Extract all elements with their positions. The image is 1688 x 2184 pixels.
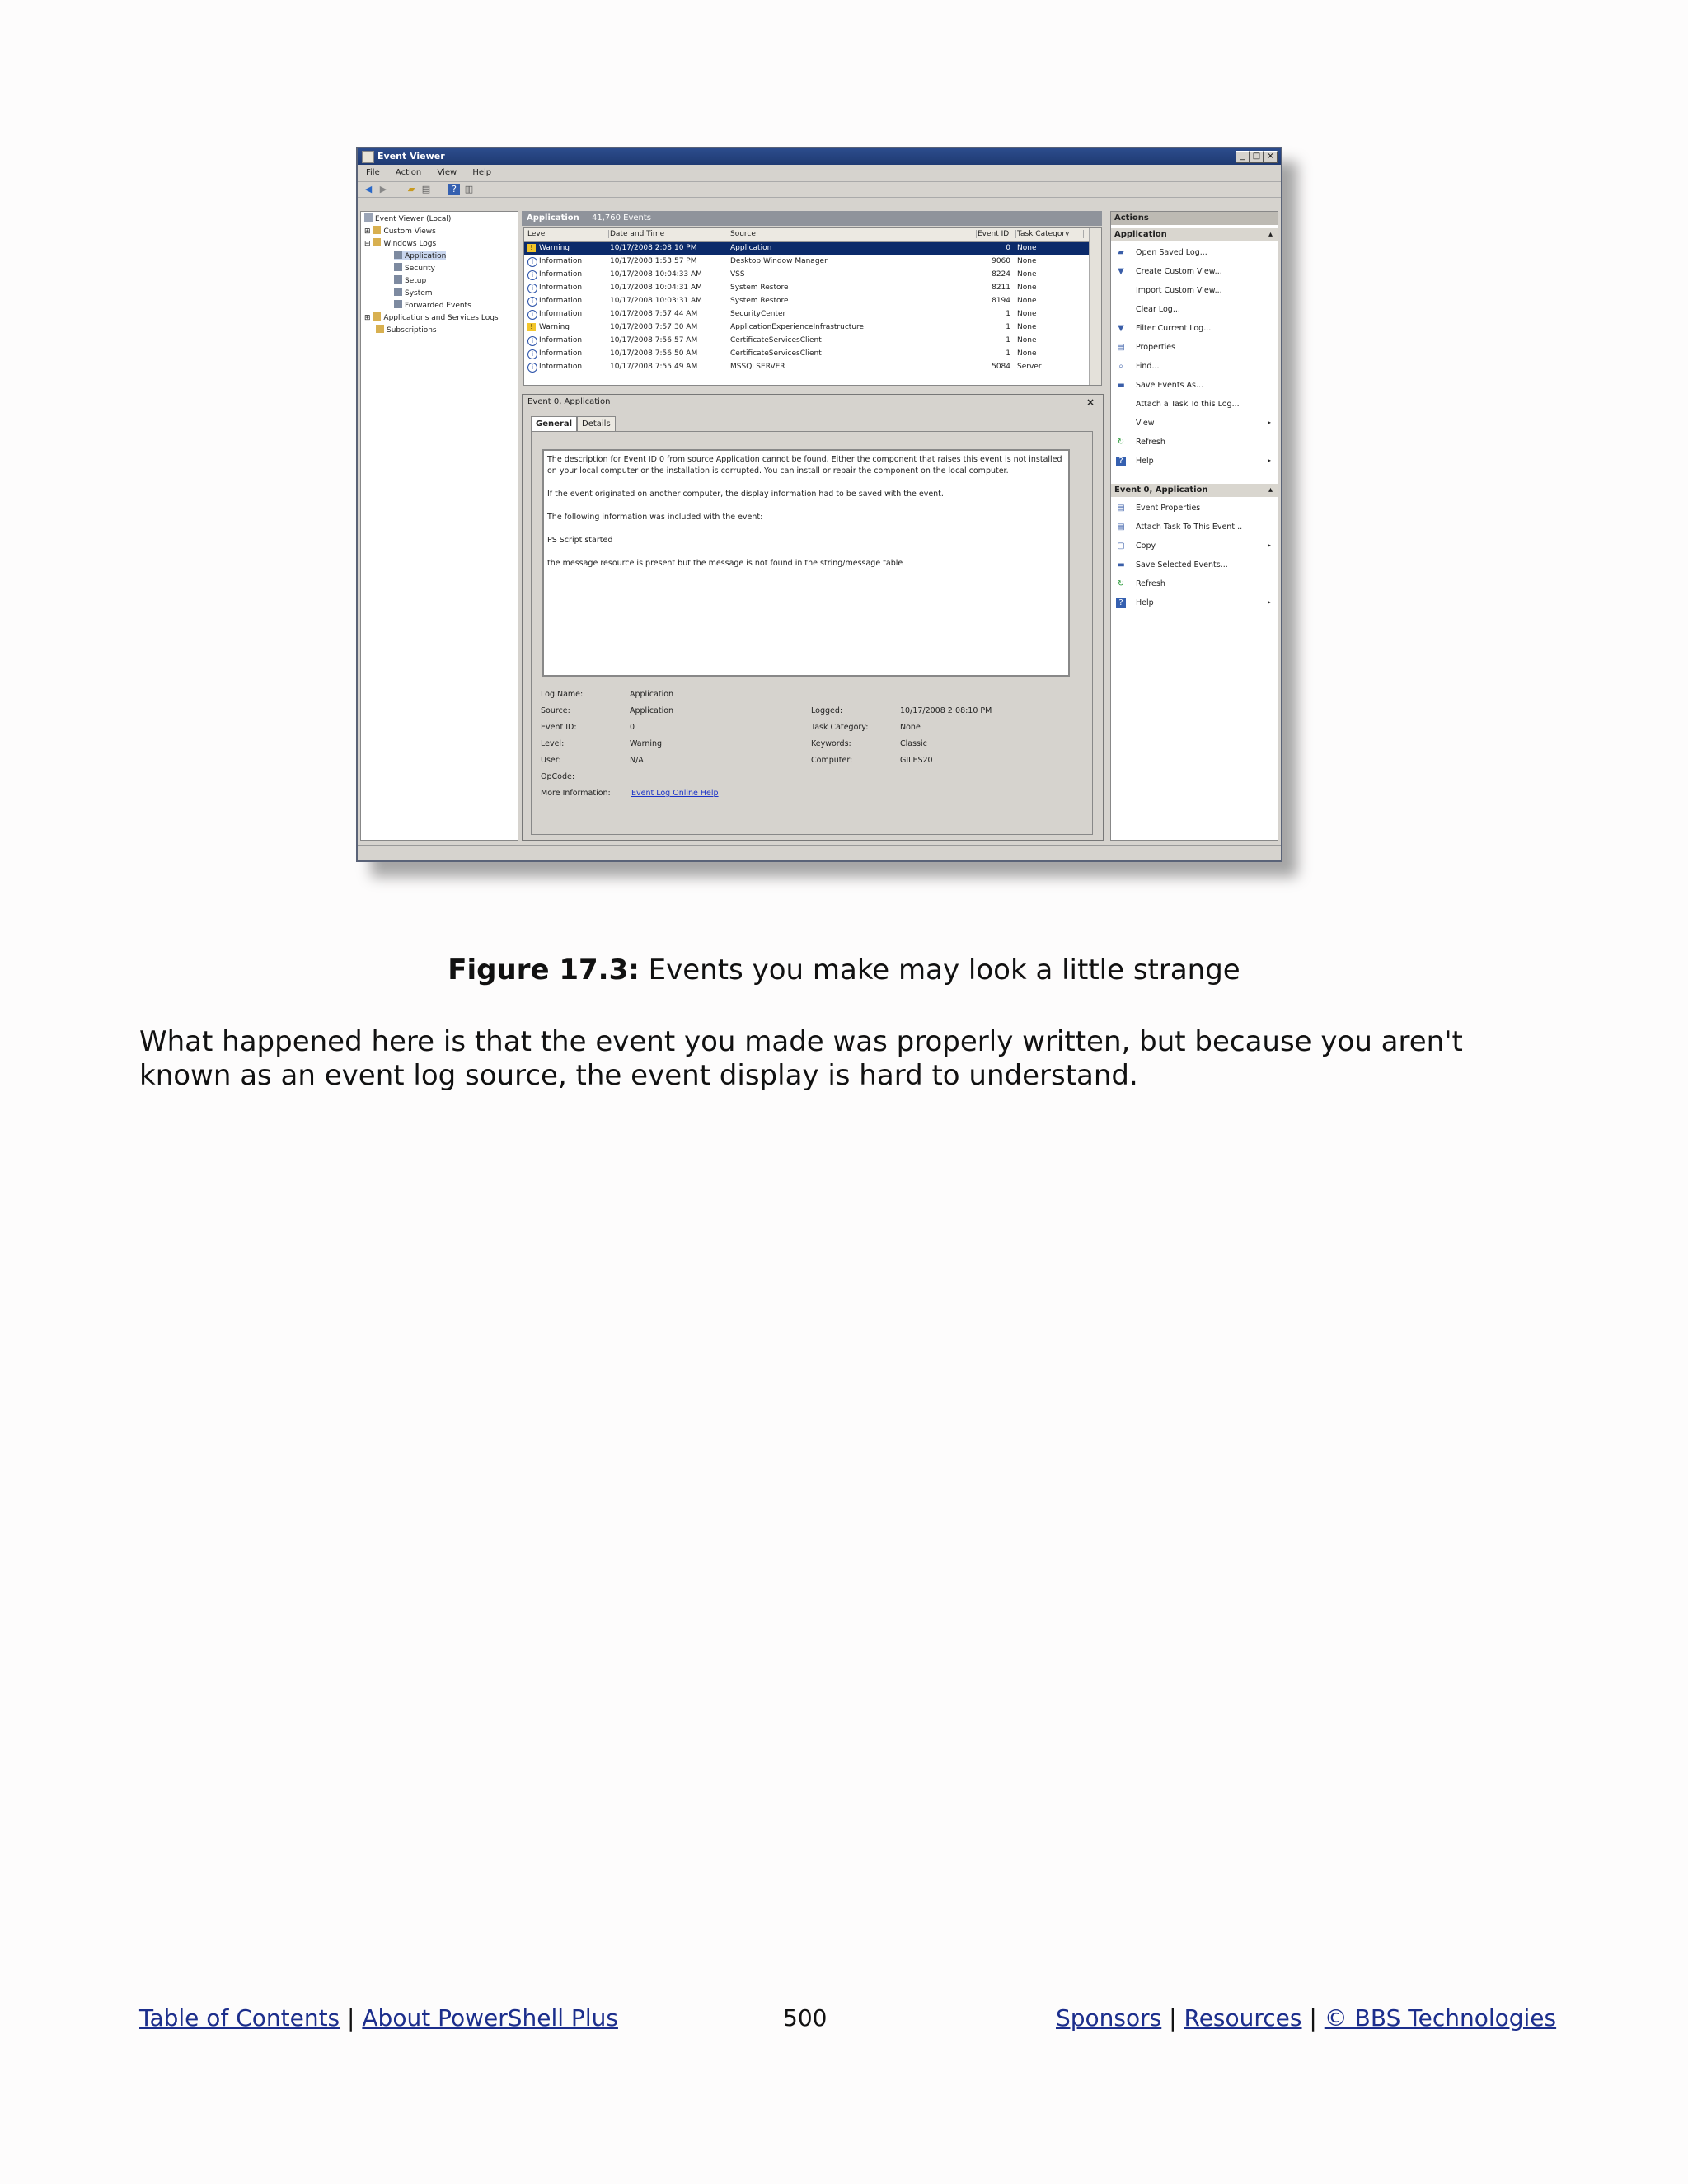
event-row[interactable] — [524, 308, 1090, 321]
source-label: Source: — [541, 706, 570, 715]
figure-caption — [0, 954, 1688, 987]
menu-file[interactable]: File — [366, 168, 380, 177]
tree-log-system[interactable]: System — [394, 288, 433, 298]
event-cell-id: 8224 — [992, 270, 1010, 279]
maximize-button[interactable]: □ — [1250, 151, 1264, 163]
level-value: Warning — [630, 739, 663, 748]
log-icon — [394, 263, 402, 271]
event-cell-date: 10/17/2008 7:57:30 AM — [610, 323, 698, 331]
action-item[interactable]: Event Properties — [1136, 504, 1201, 513]
log-icon — [394, 300, 402, 308]
page-number: 500 — [783, 2004, 828, 2032]
submenu-arrow-icon: ▸ — [1267, 419, 1271, 426]
forward-arrow-icon[interactable]: ▶ — [379, 184, 387, 194]
event-viewer-icon — [364, 213, 373, 222]
event-cell-level: Information — [539, 297, 583, 305]
event-viewer-app-icon — [362, 151, 374, 163]
event-cell-category: None — [1017, 336, 1037, 344]
action-icon: ▼ — [1118, 324, 1124, 333]
footer-separator: | — [1309, 2004, 1317, 2032]
event-cell-level: Information — [539, 257, 583, 265]
action-icon: ▤ — [1117, 523, 1125, 532]
event-cell-category: None — [1017, 257, 1037, 265]
event-viewer-screenshot — [356, 147, 1282, 862]
action-item[interactable]: Import Custom View... — [1136, 286, 1222, 295]
event-message-box[interactable] — [542, 449, 1070, 677]
event-cell-level: Information — [539, 270, 583, 279]
opcode-label: OpCode: — [541, 772, 575, 781]
event-cell-category: None — [1017, 323, 1037, 331]
event-cell-id: 0 — [1006, 244, 1010, 252]
event-cell-source: Application — [730, 244, 772, 252]
information-icon: i — [528, 297, 537, 307]
action-item[interactable]: Find... — [1136, 362, 1160, 371]
information-icon: i — [528, 363, 537, 373]
event-row[interactable] — [524, 269, 1090, 282]
event-cell-date: 10/17/2008 10:04:31 AM — [610, 284, 702, 292]
event-row[interactable] — [524, 295, 1090, 308]
event-cell-date: 10/17/2008 1:53:57 PM — [610, 257, 697, 265]
actions-section-application[interactable]: Application ▴ — [1111, 228, 1278, 241]
event-count: 41,760 Events — [591, 213, 652, 223]
event-cell-id: 1 — [1006, 349, 1010, 358]
action-icon: ▰ — [1118, 248, 1124, 257]
menu-help[interactable]: Help — [472, 168, 492, 177]
folder-icon — [373, 226, 381, 234]
about-powershell-plus-link[interactable]: About PowerShell Plus — [362, 2004, 618, 2032]
detail-tabs — [531, 416, 616, 431]
event-cell-id: 8194 — [992, 297, 1010, 305]
status-bar — [358, 845, 1281, 860]
action-icon: ⌕ — [1118, 362, 1123, 371]
action-item[interactable]: Copy — [1136, 541, 1156, 551]
tab-details[interactable]: Details — [577, 416, 616, 431]
event-cell-date: 10/17/2008 7:55:49 AM — [610, 363, 698, 371]
event-cell-date: 10/17/2008 10:03:31 AM — [610, 297, 702, 305]
event-row[interactable] — [524, 255, 1090, 269]
col-task-category[interactable]: Task Category — [1017, 230, 1084, 238]
tree-root[interactable]: Event Viewer (Local) — [364, 213, 451, 223]
event-cell-id: 1 — [1006, 323, 1010, 331]
action-item[interactable]: Properties — [1136, 343, 1176, 352]
event-cell-date: 10/17/2008 2:08:10 PM — [610, 244, 697, 252]
folder-icon[interactable]: ▰ — [407, 184, 415, 194]
tree-subscriptions[interactable]: Subscriptions — [376, 325, 437, 335]
source-value: Application — [630, 706, 674, 715]
action-pane-icon[interactable]: ▥ — [464, 184, 474, 194]
tree-apps-services[interactable]: ⊞ Applications and Services Logs — [364, 314, 499, 322]
event-cell-category: Server — [1017, 363, 1042, 371]
figure-label: Figure 17.3: — [448, 954, 640, 987]
tree-custom-views[interactable]: ⊞ Custom Views — [364, 227, 436, 236]
menu-action[interactable]: Action — [395, 168, 422, 177]
event-cell-id: 1 — [1006, 336, 1010, 344]
task-category-label: Task Category: — [811, 723, 869, 732]
computer-value: GILES20 — [900, 756, 933, 765]
event-cell-source: MSSQLSERVER — [730, 363, 785, 371]
action-item[interactable]: Filter Current Log... — [1136, 324, 1212, 333]
bbs-technologies-link[interactable]: © BBS Technologies — [1324, 2004, 1557, 2032]
information-icon: i — [528, 257, 537, 267]
subscriptions-icon — [376, 325, 384, 333]
sponsors-link[interactable]: Sponsors — [1056, 2004, 1162, 2032]
message-line: The description for Event ID 0 from source Application cannot be found. Either the component that raises this event is not installed on your local computer or the installation is corrupted. You can install or repair the component on the local computer. — [547, 455, 1062, 476]
close-window-button[interactable]: × — [1264, 151, 1278, 163]
event-cell-level: Warning — [539, 323, 570, 331]
event-row[interactable] — [524, 335, 1090, 348]
actions-pane — [1110, 211, 1278, 841]
user-value: N/A — [630, 756, 644, 765]
submenu-arrow-icon: ▸ — [1267, 598, 1271, 606]
tree-log-application[interactable]: Application — [394, 251, 446, 260]
event-cell-category: None — [1017, 310, 1037, 318]
folder-icon — [373, 312, 381, 321]
action-icon: ? — [1116, 598, 1126, 608]
action-item[interactable]: Refresh — [1136, 438, 1165, 447]
event-id-value: 0 — [630, 723, 635, 732]
action-item[interactable]: Open Saved Log... — [1136, 248, 1207, 257]
tree-windows-logs[interactable]: ⊟ Windows Logs — [364, 240, 437, 248]
event-cell-date: 10/17/2008 7:56:50 AM — [610, 349, 698, 358]
action-icon: ▢ — [1117, 541, 1125, 551]
body-paragraph: What happened here is that the event you made was properly written, but because you aren't known as an event log source, the event display is hard to understand. — [139, 1025, 1463, 1092]
event-cell-id: 1 — [1006, 310, 1010, 318]
submenu-arrow-icon: ▸ — [1267, 457, 1271, 464]
minimize-button[interactable]: _ — [1236, 151, 1250, 163]
information-icon: i — [528, 310, 537, 320]
log-icon — [394, 251, 402, 259]
event-cell-id: 9060 — [992, 257, 1010, 265]
detail-header — [523, 395, 1103, 410]
event-cell-source: CertificateServicesClient — [730, 336, 822, 344]
action-icon: ↻ — [1117, 579, 1125, 588]
detail-title: Event 0, Application — [528, 397, 611, 406]
event-cell-category: None — [1017, 270, 1037, 279]
help-icon[interactable]: ? — [448, 184, 460, 195]
keywords-value: Classic — [900, 739, 927, 748]
logged-value: 10/17/2008 2:08:10 PM — [900, 706, 992, 715]
table-of-contents-link[interactable]: Table of Contents — [139, 2004, 340, 2032]
footer-separator: | — [347, 2004, 355, 2032]
event-cell-category: None — [1017, 284, 1037, 292]
log-icon — [394, 275, 402, 284]
event-cell-source: CertificateServicesClient — [730, 349, 822, 358]
action-icon: ↻ — [1117, 438, 1125, 447]
action-icon: ▤ — [1117, 504, 1125, 513]
message-line: The following information was included with the event: — [547, 513, 763, 522]
event-row[interactable] — [524, 321, 1090, 335]
submenu-arrow-icon: ▸ — [1267, 541, 1271, 549]
tree-log-security[interactable]: Security — [394, 263, 435, 273]
event-row[interactable] — [524, 282, 1090, 295]
more-info-label: More Information: — [541, 789, 611, 798]
tree-log-setup[interactable]: Setup — [394, 275, 426, 285]
log-name-label: Log Name: — [541, 690, 584, 699]
event-cell-source: SecurityCenter — [730, 310, 786, 318]
action-item[interactable]: View — [1136, 419, 1155, 428]
actions-section-event[interactable]: Event 0, Application ▴ — [1111, 484, 1278, 497]
event-log-online-help-link[interactable]: Event Log Online Help — [631, 789, 719, 798]
warning-icon: ! — [528, 244, 536, 252]
window-title: Event Viewer — [377, 151, 445, 162]
toolbar — [358, 181, 1281, 198]
warning-icon: ! — [528, 323, 536, 331]
grid-header-row — [524, 228, 1090, 242]
event-cell-source: System Restore — [730, 297, 789, 305]
information-icon: i — [528, 349, 537, 359]
events-list-header — [522, 211, 1102, 226]
computer-label: Computer: — [811, 756, 853, 765]
grid-scrollbar[interactable] — [1089, 228, 1101, 385]
action-item[interactable]: Clear Log... — [1136, 305, 1180, 314]
event-cell-date: 10/17/2008 10:04:33 AM — [610, 270, 702, 279]
event-cell-level: Information — [539, 284, 583, 292]
task-category-value: None — [900, 723, 921, 732]
log-icon — [394, 288, 402, 296]
window-titlebar — [358, 148, 1281, 165]
event-id-label: Event ID: — [541, 723, 577, 732]
action-icon: ▬ — [1117, 560, 1125, 569]
menu-view[interactable]: View — [437, 168, 457, 177]
information-icon: i — [528, 270, 537, 280]
event-cell-id: 8211 — [992, 284, 1010, 292]
events-grid — [523, 227, 1102, 386]
event-cell-category: None — [1017, 244, 1037, 252]
event-cell-category: None — [1017, 297, 1037, 305]
action-item[interactable]: Help — [1136, 598, 1154, 607]
event-row[interactable] — [524, 348, 1090, 361]
action-icon: ▼ — [1118, 267, 1124, 276]
action-item[interactable]: Attach a Task To this Log... — [1136, 400, 1240, 409]
keywords-label: Keywords: — [811, 739, 851, 748]
footer-left — [139, 2004, 618, 2032]
actions-header: Actions — [1111, 212, 1278, 225]
logged-label: Logged: — [811, 706, 843, 715]
figure-caption-text: Events you make may look a little strange — [648, 954, 1240, 987]
event-cell-source: ApplicationExperienceInfrastructure — [730, 323, 865, 331]
footer-right — [1056, 2004, 1556, 2032]
menu-bar — [358, 166, 1281, 180]
action-item[interactable]: Create Custom View... — [1136, 267, 1222, 276]
action-item[interactable]: Save Selected Events... — [1136, 560, 1228, 569]
folder-icon — [373, 238, 381, 246]
information-icon: i — [528, 284, 537, 293]
action-item[interactable]: Save Events As... — [1136, 381, 1204, 390]
col-source[interactable]: Source — [730, 230, 977, 238]
message-line: the message resource is present but the message is not found in the string/message table — [547, 559, 903, 568]
event-cell-source: VSS — [730, 270, 745, 279]
event-cell-level: Warning — [539, 244, 570, 252]
event-detail-pane — [522, 394, 1104, 841]
log-name-value: Application — [630, 690, 674, 699]
message-line: PS Script started — [547, 536, 613, 545]
action-icon: ▤ — [1117, 343, 1125, 352]
col-level[interactable]: Level — [528, 230, 609, 238]
back-arrow-icon[interactable]: ◀ — [364, 184, 373, 194]
close-detail-icon[interactable]: × — [1085, 396, 1095, 408]
tab-general[interactable]: General — [531, 416, 577, 431]
event-cell-id: 5084 — [992, 363, 1010, 371]
footer-separator: | — [1169, 2004, 1177, 2032]
event-cell-level: Information — [539, 310, 583, 318]
action-item[interactable]: Help — [1136, 457, 1154, 466]
event-cell-date: 10/17/2008 7:57:44 AM — [610, 310, 698, 318]
action-item[interactable]: Refresh — [1136, 579, 1165, 588]
event-cell-category: None — [1017, 349, 1037, 358]
action-icon: ▬ — [1117, 381, 1125, 390]
event-cell-level: Information — [539, 363, 583, 371]
navigation-tree — [360, 211, 518, 841]
resources-link[interactable]: Resources — [1184, 2004, 1302, 2032]
event-row[interactable] — [524, 361, 1090, 374]
action-icon: ? — [1116, 457, 1126, 466]
event-cell-source: System Restore — [730, 284, 789, 292]
information-icon: i — [528, 336, 537, 346]
event-cell-level: Information — [539, 349, 583, 358]
level-label: Level: — [541, 739, 565, 748]
col-event-id[interactable]: Event ID — [978, 230, 1016, 238]
log-title: Application — [527, 213, 579, 223]
message-line: If the event originated on another computer, the display information had to be saved with the event. — [547, 490, 944, 499]
event-cell-source: Desktop Window Manager — [730, 257, 828, 265]
event-cell-level: Information — [539, 336, 583, 344]
user-label: User: — [541, 756, 561, 765]
event-row[interactable] — [524, 242, 1090, 255]
event-cell-date: 10/17/2008 7:56:57 AM — [610, 336, 698, 344]
tree-log-forwarded[interactable]: Forwarded Events — [394, 300, 471, 310]
col-date[interactable]: Date and Time — [610, 230, 729, 238]
properties-pane-icon[interactable]: ▤ — [421, 184, 431, 194]
action-item[interactable]: Attach Task To This Event... — [1136, 523, 1243, 532]
